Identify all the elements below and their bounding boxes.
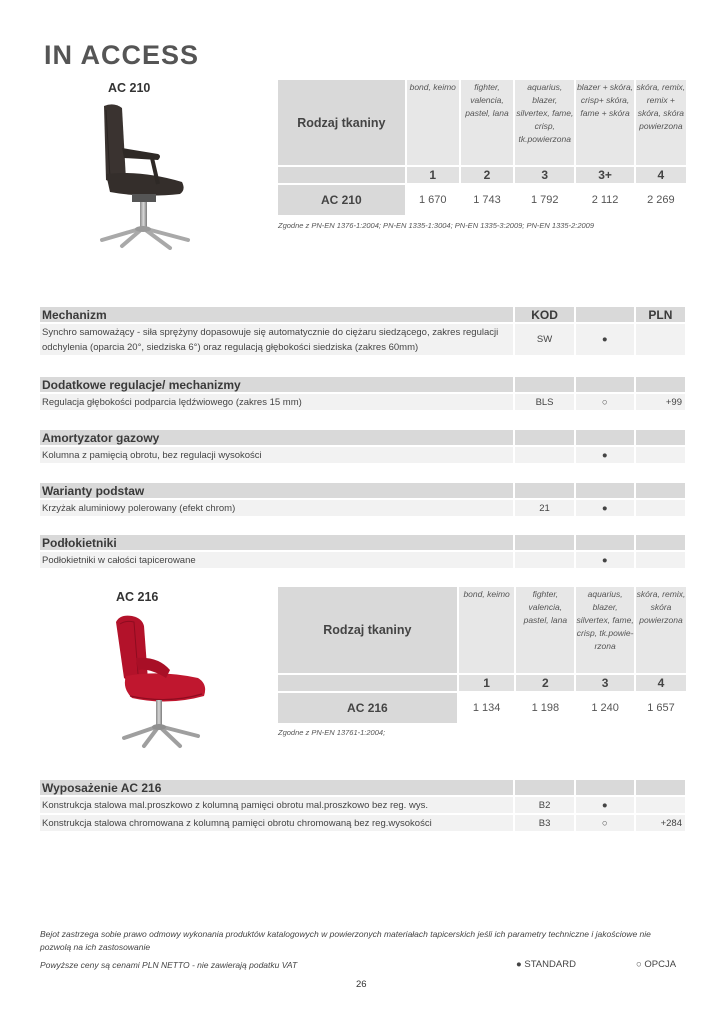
- section-title: Amortyzator gazowy: [40, 430, 513, 445]
- option-description: Regulacja głębokości podparcia lędźwiowego (zakres 15 mm): [40, 394, 513, 410]
- standard-mark: ●: [576, 447, 634, 463]
- ac210-norm-note: Zgodne z PN-EN 1376-1:2004; PN-EN 1335-1:3004; PN-EN 1335-3:2009; PN-EN 1335-2:2009: [278, 221, 595, 230]
- fabric-group-4-fabrics: skóra, remix, remix + skóra, skóra powierzona: [636, 80, 686, 165]
- ac210-price-table: [276, 78, 688, 217]
- fabric-group-number: 2: [516, 675, 574, 691]
- fabric-group-2-fabrics: fighter, valencia, pastel, lana: [461, 80, 513, 165]
- price-cell: 1 657: [636, 693, 686, 723]
- fabric-group-3-fabrics: aquarius, blazer, silvertex, fame, crisp, tk.powie-rzona: [576, 587, 634, 673]
- gas-lift-table: [38, 428, 687, 465]
- fabric-group-1-fabrics: bond, keimo: [407, 80, 459, 165]
- option-description: Konstrukcja stalowa mal.proszkowo z kolumną pamięci obrotu mal.proszkowo bez reg. wys.: [40, 797, 513, 813]
- option-price: [636, 324, 685, 355]
- standard-mark: ●: [576, 324, 634, 355]
- option-code: B3: [515, 815, 573, 831]
- section-title: Wyposażenie AC 216: [40, 780, 513, 795]
- ac216-norm-note: Zgodne z PN-EN 13761-1:2004;: [278, 728, 386, 737]
- ac216-price-table: [276, 585, 688, 725]
- mechanism-table: [38, 305, 687, 357]
- fabric-type-header: Rodzaj tkaniny: [278, 80, 405, 165]
- option-price: [636, 500, 685, 516]
- model-row-label: AC 210: [278, 185, 405, 215]
- option-description: Kolumna z pamięcią obrotu, bez regulacji wysokości: [40, 447, 513, 463]
- price-cell: 2 269: [636, 185, 686, 215]
- fabric-group-number: 3: [576, 675, 634, 691]
- base-variants-table: [38, 481, 687, 518]
- section-title: Warianty podstaw: [40, 483, 513, 498]
- legend-standard: ● STANDARD: [516, 959, 576, 970]
- fabric-group-2-fabrics: fighter, valencia, pastel, lana: [516, 587, 574, 673]
- ac216-chair-image: [108, 612, 210, 750]
- standard-mark: ●: [576, 552, 634, 568]
- fabric-group-number: 1: [459, 675, 515, 691]
- fabric-group-number: 2: [461, 167, 513, 183]
- option-price: +99: [636, 394, 685, 410]
- option-description: Krzyżak aluminiowy polerowany (efekt chrom): [40, 500, 513, 516]
- option-price: [636, 552, 685, 568]
- price-cell: 1 670: [407, 185, 459, 215]
- vat-note: Powyższe ceny są cenami PLN NETTO - nie zawierają podatku VAT: [40, 960, 298, 970]
- price-cell: 1 198: [516, 693, 574, 723]
- ac216-equipment-table: [38, 778, 687, 833]
- section-title: Podłokietniki: [40, 535, 513, 550]
- fabric-group-number: 1: [407, 167, 459, 183]
- section-title: Dodatkowe regulacje/ mechanizmy: [40, 377, 513, 392]
- page-title: IN ACCESS: [44, 40, 200, 70]
- section-title: Mechanizm: [40, 307, 513, 322]
- model-row-label: AC 216: [278, 693, 457, 723]
- option-price: [636, 447, 685, 463]
- option-description: Synchro samoważący - siła sprężyny dopasowuje się automatycznie do ciężaru siedzącego, zakres regulacji odchylenia (oparcia 20°, siedziska 6°) oraz regulacją głębokości siedziska (zakres 60mm): [40, 324, 513, 355]
- price-cell: 1 792: [515, 185, 574, 215]
- legend-option: ○ OPCJA: [636, 959, 677, 970]
- pln-column-header: PLN: [636, 307, 685, 322]
- price-cell: 1 134: [459, 693, 515, 723]
- option-price: +284: [636, 815, 685, 831]
- fabric-group-1-fabrics: bond, keimo: [459, 587, 515, 673]
- armrests-table: [38, 533, 687, 570]
- option-code: 21: [515, 500, 573, 516]
- fabric-group-number: 3+: [576, 167, 633, 183]
- option-description: Konstrukcja stalowa chromowana z kolumną pamięci obrotu chromowaną bez reg.wysokości: [40, 815, 513, 831]
- ac210-chair-image: [92, 100, 198, 250]
- option-price: [636, 797, 685, 813]
- fabric-group-number: 4: [636, 675, 686, 691]
- price-cell: 2 112: [576, 185, 633, 215]
- option-code: [515, 552, 573, 568]
- option-code: BLS: [515, 394, 573, 410]
- price-cell: 1 240: [576, 693, 634, 723]
- fabric-group-3-fabrics: aquarius, blazer, silvertex, fame, crisp, tk.powierzona: [515, 80, 574, 165]
- disclaimer-text: Bejot zastrzega sobie prawo odmowy wykonania produktów katalogowych w powierzonych materiałach tapicerskich jeśli ich parametry techniczne i jakościowe nie pozwolą na ich zastosowanie: [40, 929, 651, 952]
- option-code: SW: [515, 324, 573, 355]
- fabric-group-4-fabrics: skóra, remix, skóra powierzona: [636, 587, 686, 673]
- price-cell: 1 743: [461, 185, 513, 215]
- fabric-type-header: Rodzaj tkaniny: [278, 587, 457, 673]
- kod-column-header: KOD: [515, 307, 573, 322]
- option-mark: ○: [576, 815, 634, 831]
- option-mark: ○: [576, 394, 634, 410]
- option-code: [515, 447, 573, 463]
- page-number: 26: [356, 979, 367, 990]
- additional-adjustments-table: [38, 375, 687, 412]
- fabric-group-number: 4: [636, 167, 686, 183]
- ac210-model-label: AC 210: [108, 81, 151, 95]
- fabric-group-3plus-fabrics: blazer + skóra, crisp+ skóra, fame + skóra: [576, 80, 633, 165]
- standard-mark: ●: [576, 797, 634, 813]
- option-code: B2: [515, 797, 573, 813]
- ac216-model-label: AC 216: [116, 590, 159, 604]
- fabric-group-number: 3: [515, 167, 574, 183]
- option-description: Podłokietniki w całości tapicerowane: [40, 552, 513, 568]
- standard-mark: ●: [576, 500, 634, 516]
